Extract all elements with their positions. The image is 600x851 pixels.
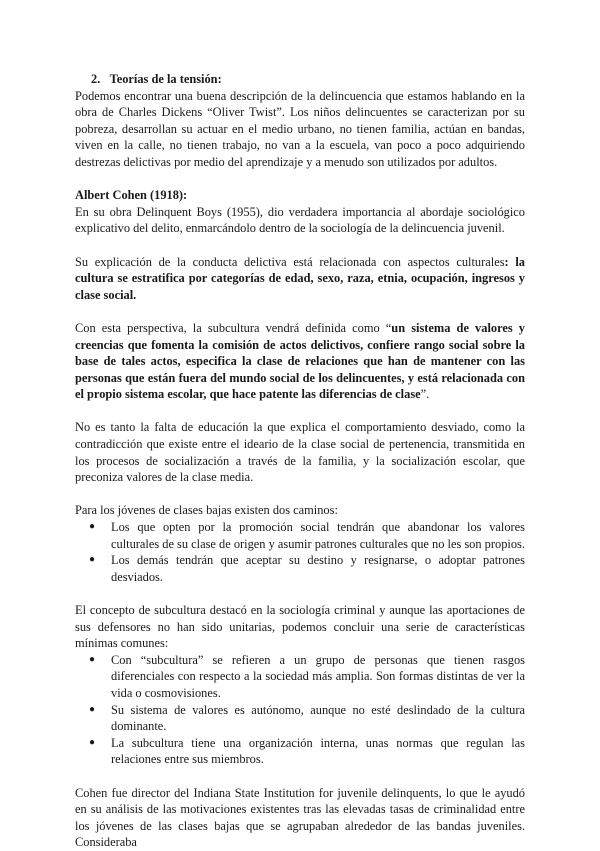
list-item: ● Los que opten por la promoción social tendrán que abandonar los valores culturales de su clase de origen y asumir patrones culturales que no les son propios.: [89, 520, 525, 551]
paths-list: [75, 519, 525, 585]
p2-text: Su explicación de la conducta delictiva está relacionada con aspectos culturales: [75, 254, 505, 269]
section-title: Teorías de la tensión:: [109, 72, 222, 86]
bullet-icon: ●: [89, 554, 96, 566]
cohen-paragraph-4: No es tanto la falta de educación la que explica el comportamiento desviado, como la contradicción que existe entre el ideario de la clase social de pertenencia, transmitida en los procesos de socialización a través de la familia, y la socialización escolar, que preconiza valores de la clase media.: [75, 420, 525, 485]
p3-text: Con esta perspectiva, la subcultura vendrá definida como “: [75, 320, 392, 335]
list-item: ● La subcultura tiene una organización interna, unas normas que regulan las relaciones entre sus miembros.: [89, 735, 525, 767]
section-heading: [75, 71, 525, 88]
bullet-icon: ●: [89, 703, 96, 715]
page-content: [75, 71, 525, 851]
cohen-heading: Albert Cohen (1918):: [75, 188, 188, 203]
cohen-paragraph-5: Para los jóvenes de clases bajas existen dos caminos:: [75, 503, 338, 518]
p3-end: ”.: [420, 387, 430, 402]
cohen-paragraph-7: Cohen fue director del Indiana State Institution for juvenile delinquents, lo que le ayudó en su análisis de las motivaciones existentes tras las elevadas tasas de criminalidad entre los jóvenes de las clases bajas que se agrupaban alrededor de las bandas juveniles. Consideraba: [75, 785, 525, 850]
p2-emphasis: : la cultura se estratifica por categorías de edad, sexo, raza, etnia, ocupación, ingresos y clase social.: [75, 254, 525, 302]
list-item: ● Con “subcultura” se refieren a un grupo de personas que tienen rasgos diferenciales con respecto a la sociedad más amplia. Son formas distintas de ver la vida o cosmovisiones.: [89, 652, 525, 700]
list-item: ● Su sistema de valores es autónomo, aunque no esté deslindado de la cultura dominante.: [89, 702, 525, 734]
cohen-paragraph-3: [75, 320, 525, 403]
bullet-icon: ●: [89, 521, 96, 533]
intro-paragraph: Podemos encontrar una buena descripción de la delincuencia que estamos hablando en la obra de Charles Dickens “Oliver Twist”. Los niños delincuentes se caracterizan por su pobreza, desarrollan su actuar en el medio urbano, no tienen familia, actúan en bandas, viven en la calle, no tienen trabajo, no van a la escuela, van poco a poco adquiriendo destrezas delictivas por medio del aprendizaje y a menudo son utilizados por adultos.: [75, 88, 525, 169]
cohen-paragraph-6: El concepto de subcultura destacó en la sociología criminal y aunque las aportaciones de sus defensores no han sido unitarias, podemos concluir una serie de características mínimas comunes:: [75, 603, 525, 651]
section-number: 2.: [91, 72, 101, 86]
subculture-definition: un sistema de valores y creencias que fomenta la comisión de actos delictivos, confiere rango social sobre la base de tales actos, especifica la clase de relaciones que han de mantener con las personas que están fuera del mundo social de los delincuentes, y está relacionada con el propio sistema escolar, que hace patente las diferencias de clase: [75, 320, 525, 402]
bullet-icon: ●: [89, 653, 96, 665]
traits-list: [75, 652, 525, 768]
bullet-icon: ●: [89, 736, 96, 748]
cohen-paragraph-1: En su obra Delinquent Boys (1955), dio verdadera importancia al abordaje sociológico explicativo del delito, enmarcándolo dentro de la sociología de la delincuencia juvenil.: [75, 204, 525, 236]
list-item: ● Los demás tendrán que aceptar su destino y resignarse, o adoptar patrones desviados.: [89, 553, 525, 584]
cohen-paragraph-2: [75, 254, 525, 304]
